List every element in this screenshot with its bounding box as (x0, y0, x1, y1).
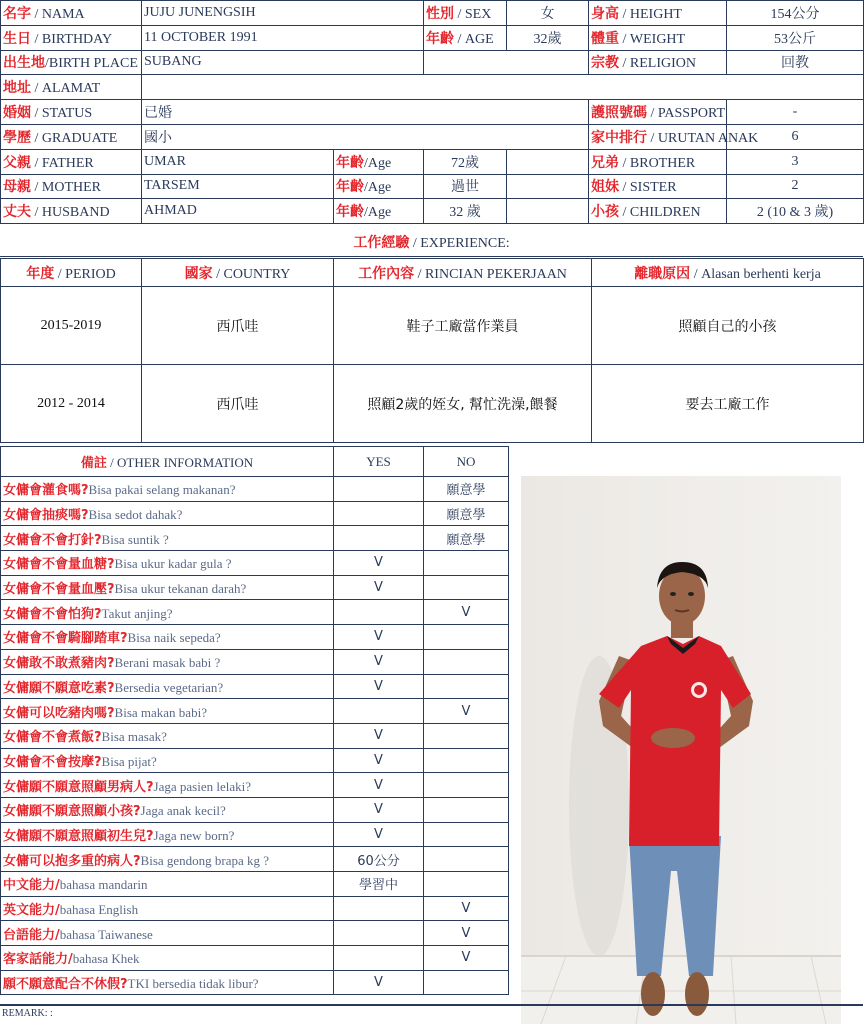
husband-age-label: 年齡/Age (334, 199, 424, 224)
info-row (1, 699, 509, 724)
yes-cell: V (334, 970, 424, 995)
yes-cell (334, 501, 424, 526)
husband-label: 丈夫 / HUSBAND (1, 199, 142, 224)
question-cell: 女傭願不願意照顧初生兒?Jaga new born? (1, 822, 334, 847)
country-cell: 西爪哇 (142, 287, 334, 365)
graduate-label: 學歷 / GRADUATE (1, 124, 142, 149)
experience-row (1, 287, 864, 365)
yes-cell: V (334, 723, 424, 748)
birthday-value: 11 OCTOBER 1991 (142, 25, 424, 50)
status-label: 婚姻 / STATUS (1, 100, 142, 125)
urutan-label: 家中排行 / URUTAN ANAK (589, 124, 727, 149)
question-cell: 女傭願不願意照顧小孩?Jaga anak kecil? (1, 797, 334, 822)
sister-value: 2 (727, 174, 864, 199)
no-cell (424, 674, 509, 699)
info-row (1, 649, 509, 674)
country-cell: 西爪哇 (142, 365, 334, 443)
question-cell: 女傭會不會量血壓?Bisa ukur tekanan darah? (1, 575, 334, 600)
status-value: 已婚 (142, 100, 589, 125)
mother-label: 母親 / MOTHER (1, 174, 142, 199)
yes-cell: V (334, 822, 424, 847)
question-cell: 女傭可以吃豬肉嗎?Bisa makan babi? (1, 699, 334, 724)
mother-value: TARSEM (142, 174, 334, 199)
remark-line: REMARK: : (0, 1004, 863, 1024)
row-husband (1, 199, 864, 224)
yes-cell: 60公分 (334, 847, 424, 872)
info-row (1, 600, 509, 625)
name-value: JUJU JUNENGSIH (142, 1, 424, 26)
yes-cell: V (334, 625, 424, 650)
sister-label: 姐妹 / SISTER (589, 174, 727, 199)
no-cell: V (424, 921, 509, 946)
info-row (1, 723, 509, 748)
other-info-table (0, 446, 509, 995)
no-cell: V (424, 946, 509, 971)
yes-cell: V (334, 575, 424, 600)
weight-label: 體重 / WEIGHT (589, 25, 727, 50)
no-header: NO (424, 447, 509, 477)
info-row (1, 477, 509, 502)
no-cell (424, 649, 509, 674)
children-label: 小孩 / CHILDREN (589, 199, 727, 224)
height-value: 154公分 (727, 1, 864, 26)
no-cell: 願意學 (424, 526, 509, 551)
no-cell (424, 797, 509, 822)
question-cell: 女傭會抽痰嗎?Bisa sedot dahak? (1, 501, 334, 526)
sex-label: 性別 / SEX (424, 1, 507, 26)
info-row (1, 748, 509, 773)
info-row (1, 674, 509, 699)
info-row (1, 575, 509, 600)
passport-value: - (727, 100, 864, 125)
yes-cell: V (334, 748, 424, 773)
question-cell: 女傭會不會按摩?Bisa pijat? (1, 748, 334, 773)
question-cell: 女傭願不願意照顧男病人?Jaga pasien lelaki? (1, 773, 334, 798)
mother-age-label: 年齡/Age (334, 174, 424, 199)
no-cell: V (424, 699, 509, 724)
info-row (1, 822, 509, 847)
no-cell: V (424, 600, 509, 625)
father-value: UMAR (142, 149, 334, 174)
graduate-value: 國小 (142, 124, 589, 149)
question-cell: 女傭會不會騎腳踏車?Bisa naik sepeda? (1, 625, 334, 650)
weight-value: 53公斤 (727, 25, 864, 50)
urutan-value: 6 (727, 124, 864, 149)
question-cell: 女傭會灌食嗎?Bisa pakai selang makanan? (1, 477, 334, 502)
birthday-label: 生日 / BIRTHDAY (1, 25, 142, 50)
no-cell (424, 723, 509, 748)
yes-cell (334, 946, 424, 971)
yes-cell (334, 477, 424, 502)
info-row (1, 946, 509, 971)
reason-cell: 要去工廠工作 (592, 365, 864, 443)
blank-cell (507, 174, 589, 199)
brother-value: 3 (727, 149, 864, 174)
info-row (1, 625, 509, 650)
experience-table (0, 258, 864, 443)
yes-cell: V (334, 797, 424, 822)
experience-title: 工作經驗 / EXPERIENCE: (0, 229, 863, 257)
blank-cell (507, 149, 589, 174)
height-label: 身高 / HEIGHT (589, 1, 727, 26)
father-label: 父親 / FATHER (1, 149, 142, 174)
no-cell (424, 847, 509, 872)
yes-cell (334, 600, 424, 625)
period-header: 年度 / PERIOD (1, 259, 142, 287)
profile-table (0, 0, 864, 224)
candidate-photo (521, 476, 841, 1024)
no-cell (424, 748, 509, 773)
birthplace-label: 出生地/BIRTH PLACE (1, 50, 142, 75)
yes-cell (334, 921, 424, 946)
info-row (1, 797, 509, 822)
country-header: 國家 / COUNTRY (142, 259, 334, 287)
father-age-label: 年齡/Age (334, 149, 424, 174)
no-cell: 願意學 (424, 501, 509, 526)
question-cell: 客家話能力/bahasa Khek (1, 946, 334, 971)
address-label: 地址 / ALAMAT (1, 75, 142, 100)
question-cell: 女傭敢不敢煮豬肉?Berani masak babi ? (1, 649, 334, 674)
age-label: 年齡 / AGE (424, 25, 507, 50)
blank-cell (424, 50, 589, 75)
reason-cell: 照顧自己的小孩 (592, 287, 864, 365)
detail-header: 工作內容 / RINCIAN PEKERJAAN (334, 259, 592, 287)
experience-header-row (1, 259, 864, 287)
info-row (1, 773, 509, 798)
period-cell: 2012 - 2014 (1, 365, 142, 443)
question-cell: 英文能力/bahasa English (1, 896, 334, 921)
reason-header: 離職原因 / Alasan berhenti kerja (592, 259, 864, 287)
row-birthplace (1, 50, 864, 75)
question-cell: 中文能力/bahasa mandarin (1, 872, 334, 897)
children-value: 2 (10 & 3 歲) (727, 199, 864, 224)
candidate-photo-illustration (521, 476, 841, 1024)
question-cell: 願不願意配合不休假?TKI bersedia tidak libur? (1, 970, 334, 995)
info-row (1, 847, 509, 872)
row-father (1, 149, 864, 174)
row-mother (1, 174, 864, 199)
address-value (142, 75, 864, 100)
no-cell (424, 773, 509, 798)
name-label: 名字 / NAMA (1, 1, 142, 26)
info-row (1, 896, 509, 921)
detail-cell: 照顧2歲的姪女, 幫忙洗澡,餵餐 (334, 365, 592, 443)
passport-label: 護照號碼 / PASSPORT (589, 100, 727, 125)
question-cell: 女傭可以抱多重的病人?Bisa gendong brapa kg ? (1, 847, 334, 872)
question-cell: 女傭願不願意吃素?Bersedia vegetarian? (1, 674, 334, 699)
row-name (1, 1, 864, 26)
period-cell: 2015-2019 (1, 287, 142, 365)
yes-cell: V (334, 773, 424, 798)
info-row (1, 970, 509, 995)
husband-age-value: 32 歲 (424, 199, 507, 224)
blank-cell (507, 199, 589, 224)
info-row (1, 501, 509, 526)
info-row (1, 872, 509, 897)
row-status (1, 100, 864, 125)
question-cell: 女傭會不會量血糖?Bisa ukur kadar gula ? (1, 551, 334, 576)
no-cell (424, 575, 509, 600)
no-cell (424, 970, 509, 995)
birthplace-value: SUBANG (142, 50, 424, 75)
yes-cell (334, 896, 424, 921)
info-header-row (1, 447, 509, 477)
yes-cell (334, 699, 424, 724)
row-address (1, 75, 864, 100)
sex-value: 女 (507, 1, 589, 26)
yes-cell: V (334, 649, 424, 674)
question-cell: 台語能力/bahasa Taiwanese (1, 921, 334, 946)
info-row (1, 921, 509, 946)
row-birthday (1, 25, 864, 50)
yes-cell: V (334, 551, 424, 576)
no-cell: V (424, 896, 509, 921)
info-row (1, 551, 509, 576)
detail-cell: 鞋子工廠當作業員 (334, 287, 592, 365)
question-cell: 女傭會不會煮飯?Bisa masak? (1, 723, 334, 748)
yes-cell: V (334, 674, 424, 699)
brother-label: 兄弟 / BROTHER (589, 149, 727, 174)
religion-value: 回教 (727, 50, 864, 75)
question-cell: 女傭會不會怕狗?Takut anjing? (1, 600, 334, 625)
info-row (1, 526, 509, 551)
no-cell: 願意學 (424, 477, 509, 502)
row-graduate (1, 124, 864, 149)
no-cell (424, 822, 509, 847)
info-header: 備註 / OTHER INFORMATION (1, 447, 334, 477)
husband-value: AHMAD (142, 199, 334, 224)
yes-cell (334, 526, 424, 551)
yes-header: YES (334, 447, 424, 477)
yes-cell: 學習中 (334, 872, 424, 897)
age-value: 32歲 (507, 25, 589, 50)
no-cell (424, 625, 509, 650)
no-cell (424, 872, 509, 897)
no-cell (424, 551, 509, 576)
experience-row (1, 365, 864, 443)
father-age-value: 72歲 (424, 149, 507, 174)
question-cell: 女傭會不會打針?Bisa suntik ? (1, 526, 334, 551)
mother-age-value: 過世 (424, 174, 507, 199)
religion-label: 宗教 / RELIGION (589, 50, 727, 75)
